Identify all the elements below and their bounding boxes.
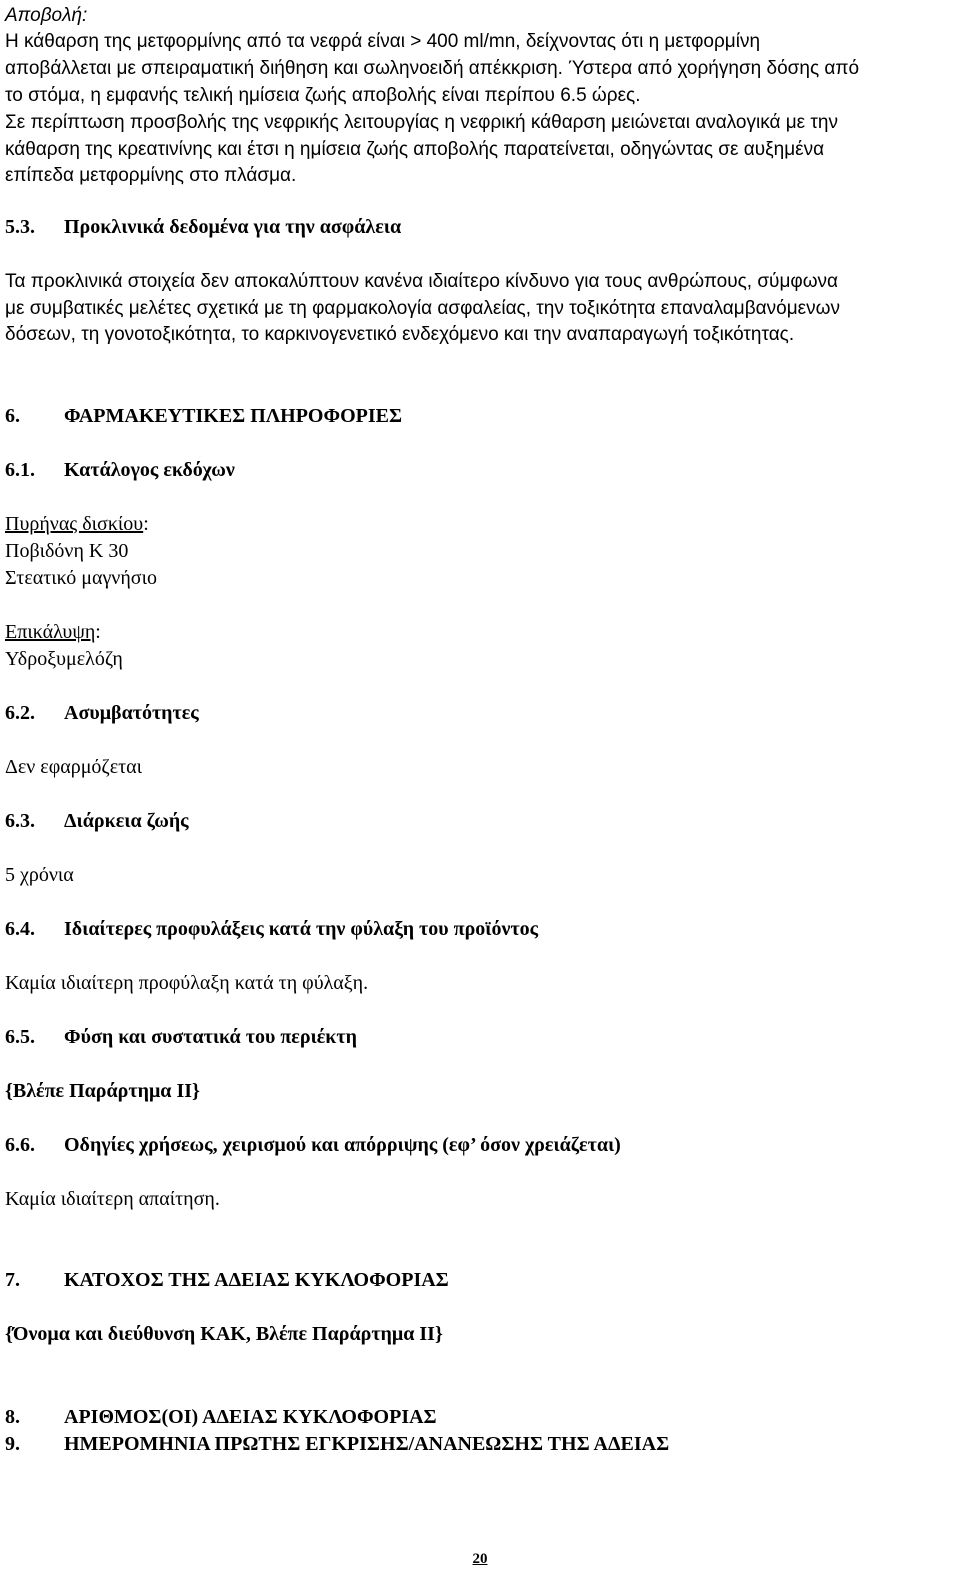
core-item-2: Στεατικό μαγνήσιο [5,567,157,589]
section-6-2-text: Δεν εφαρμόζεται [5,756,143,778]
section-6-2-heading [5,700,199,727]
section-6-6-text: Καμία ιδιαίτερη απαίτηση. [5,1188,220,1210]
core-label-colon: : [143,513,149,535]
core-item-1: Ποβιδόνη Κ 30 [5,540,129,562]
section-number: 5.3. [5,216,35,238]
coat-label-colon: : [95,621,101,643]
core-label-text: Πυρήνας δισκίου [5,513,144,535]
section-6-4-text: Καμία ιδιαίτερη προφύλαξη κατά τη φύλαξη. [5,972,369,994]
section-number: 6.2. [5,702,35,724]
coat-item-1: Υδροξυμελόζη [5,648,123,670]
elimination-line-4: Σε περίπτωση προσβολής της νεφρικής λειτουργίας η νεφρική κάθαρση μειώνεται αναλογικά με την [5,112,838,133]
section-number: 6. [5,405,20,427]
page-number: 20 [472,1551,488,1567]
section-7-heading [5,1267,449,1294]
elimination-line-5: κάθαρση της κρεατινίνης και έτσι η ημίσεια ζωής αποβολής παρατείνεται, οδηγώντας σε αυξημένα [5,139,825,160]
section-title: ΚΑΤΟΧΟΣ ΤΗΣ ΑΔΕΙΑΣ ΚΥΚΛΟΦΟΡΙΑΣ [64,1269,449,1291]
section-5-3-heading [5,214,401,241]
coat-label [5,619,101,646]
section-title: ΗΜΕΡΟΜΗΝΙΑ ΠΡΩΤΗΣ ΕΓΚΡΙΣΗΣ/ΑΝΑΝΕΩΣΗΣ ΤΗΣ ΑΔΕΙΑΣ [64,1433,670,1455]
section-number: 7. [5,1269,20,1291]
section-6-5-heading [5,1024,357,1051]
section-title: Διάρκεια ζωής [64,810,189,832]
section-title: Κατάλογος εκδόχων [64,459,235,481]
section-5-3-line-3: δόσεων, τη γονοτοξικότητα, το καρκινογενετικό ενδεχόμενο και την αναπαραγωγή τοξικότητας. [5,324,795,345]
section-7-text: {Όνομα και διεύθυνση ΚΑΚ, Βλέπε Παράρτημα ΙΙ} [5,1323,443,1345]
core-label [5,511,149,538]
section-number: 6.4. [5,918,35,940]
section-6-3-heading [5,808,189,835]
elimination-line-1: Η κάθαρση της μετφορμίνης από τα νεφρά είναι > 400 ml/mn, δείχνοντας ότι η μετφορμίνη [5,31,761,52]
section-6-4-heading [5,916,538,943]
section-title: Φύση και συστατικά του περιέκτη [64,1026,357,1048]
section-title: ΦΑΡΜΑΚΕΥΤΙΚΕΣ ΠΛΗΡΟΦΟΡΙΕΣ [64,405,403,427]
section-number: 6.3. [5,810,35,832]
elimination-heading: Αποβολή: [5,5,88,26]
section-6-5-text: {Βλέπε Παράρτημα ΙΙ} [5,1080,200,1102]
section-number: 6.1. [5,459,35,481]
elimination-line-6: επίπεδα μετφορμίνης στο πλάσμα. [5,165,297,186]
section-6-heading [5,403,402,430]
section-title: ΑΡΙΘΜΟΣ(ΟΙ) ΑΔΕΙΑΣ ΚΥΚΛΟΦΟΡΙΑΣ [64,1406,437,1428]
section-9-heading [5,1431,669,1458]
section-number: 6.6. [5,1134,35,1156]
section-number: 6.5. [5,1026,35,1048]
section-title: Ιδιαίτερες προφυλάξεις κατά την φύλαξη του προϊόντος [64,918,539,940]
coat-label-text: Επικάλυψη [5,621,96,643]
elimination-line-2: αποβάλλεται με σπειραματική διήθηση και σωληνοειδή απέκκριση. Ύστερα από χορήγηση δόσης από [5,58,860,79]
section-8-heading [5,1404,437,1431]
section-5-3-line-2: με συμβατικές μελέτες σχετικά με τη φαρμακολογία ασφαλείας, την τοξικότητα επαναλαμβανόμενων [5,298,840,319]
section-number: 8. [5,1406,20,1428]
section-6-1-heading [5,457,235,484]
section-6-6-heading [5,1132,621,1159]
elimination-line-3: το στόμα, η εμφανής τελική ημίσεια ζωής αποβολής είναι περίπου 6.5 ώρες. [5,85,641,106]
section-title: Προκλινικά δεδομένα για την ασφάλεια [64,216,402,238]
section-title: Ασυμβατότητες [64,702,199,724]
section-number: 9. [5,1433,20,1455]
section-title: Οδηγίες χρήσεως, χειρισμού και απόρριψης (εφ’ όσον χρειάζεται) [64,1134,621,1156]
section-5-3-line-1: Τα προκλινικά στοιχεία δεν αποκαλύπτουν κανένα ιδιαίτερο κίνδυνο για τους ανθρώπους, σύμφωνα [5,271,839,292]
section-6-3-text: 5 χρόνια [5,864,74,886]
